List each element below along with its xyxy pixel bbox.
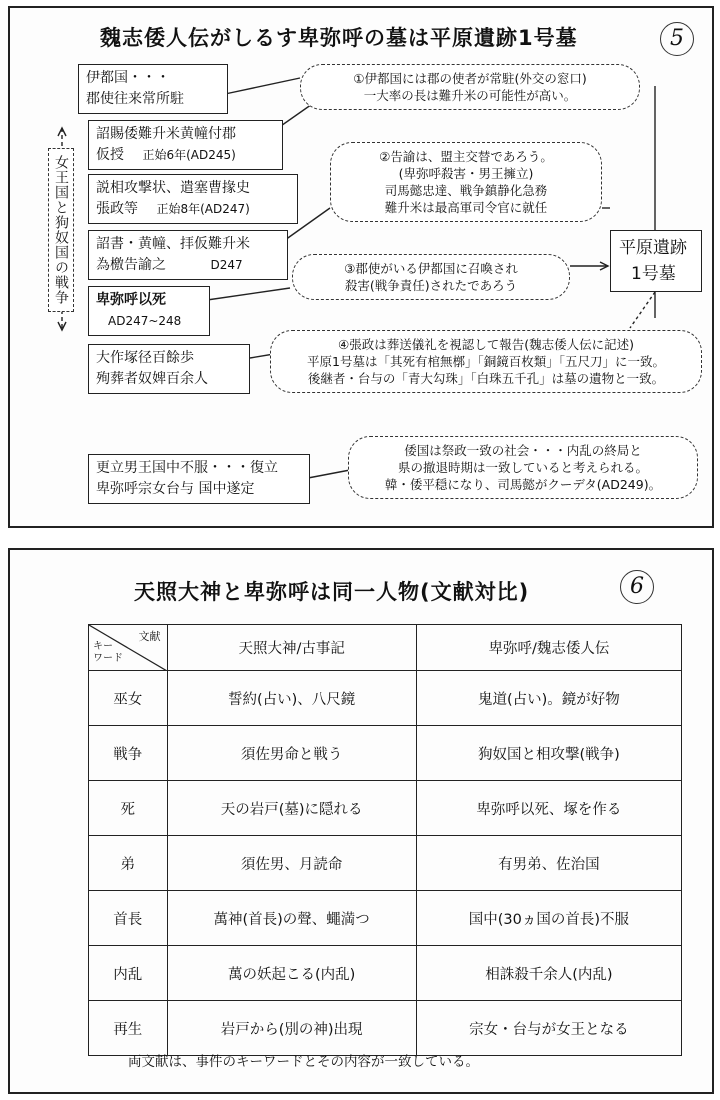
table-row bbox=[89, 891, 682, 946]
column-header: 天照大神/古事記 bbox=[167, 625, 416, 671]
note-bubble-2 bbox=[330, 142, 602, 222]
note-bubble-3 bbox=[292, 254, 570, 300]
cell-amaterasu: 誓約(占い)、八尺鏡 bbox=[167, 671, 416, 726]
event-line: 卑弥呼宗女台与 国中遂定 bbox=[96, 481, 255, 497]
target-line: 平原遺跡 bbox=[619, 238, 687, 258]
row-key: 巫女 bbox=[89, 671, 168, 726]
event-line: 詔賜倭難升米黄幢付郡 bbox=[96, 126, 236, 142]
cell-amaterasu: 萬神(首長)の聲、蠅満つ bbox=[167, 891, 416, 946]
event-line: 殉葬者奴婢百余人 bbox=[96, 371, 208, 387]
side-label-war: 女王国と狗奴国の戦争 bbox=[48, 148, 74, 312]
cell-himiko: 宗女・台与が女王となる bbox=[416, 1001, 681, 1056]
event-box-successor bbox=[88, 454, 310, 504]
row-key: 戦争 bbox=[89, 726, 168, 781]
note-line: 難升米は最高軍司令官に就任 bbox=[384, 200, 548, 215]
table-row bbox=[89, 781, 682, 836]
table-row bbox=[89, 836, 682, 891]
event-line: 仮授 bbox=[96, 147, 124, 163]
bottom-title: 天照大神と卑弥呼は同一人物(文献対比) bbox=[134, 580, 530, 604]
page-number-6: 6 bbox=[620, 570, 654, 604]
event-box-edict-245 bbox=[88, 120, 283, 170]
corner-cell bbox=[89, 625, 168, 671]
table-row bbox=[89, 671, 682, 726]
note-line: ①伊都国には郡の使者が常駐(外交の窓口) bbox=[353, 71, 587, 86]
slide-top bbox=[8, 6, 714, 528]
table-row bbox=[89, 946, 682, 1001]
cell-amaterasu: 萬の妖起こる(内乱) bbox=[167, 946, 416, 1001]
row-key: 首長 bbox=[89, 891, 168, 946]
note-line: 倭国は祭政一致の社会・・・内乱の終局と bbox=[404, 443, 642, 458]
target-line: 1号墓 bbox=[631, 264, 676, 284]
table-footnote: 両文献は、事件のキーワードとその内容が一致している。 bbox=[128, 1054, 479, 1070]
note-line: 韓・倭平穏になり、司馬懿がクーデタ(AD249)。 bbox=[384, 477, 662, 492]
event-box-himiko-death bbox=[88, 286, 210, 336]
corner-label-doc: 文献 bbox=[138, 630, 161, 643]
event-date: 正始6年(AD245) bbox=[142, 148, 236, 162]
row-key: 死 bbox=[89, 781, 168, 836]
comparison-table bbox=[88, 624, 682, 1056]
event-line: 詔書・黄幢、拝仮難升米 bbox=[96, 236, 250, 252]
event-line: 説相攻撃状、遣塞曹掾史 bbox=[96, 180, 250, 196]
note-line: 司馬懿忠達、戦争鎮静化急務 bbox=[384, 183, 548, 198]
note-line: 後継者・台与の「青大勾珠」「白珠五千孔」は墓の遺物と一致。 bbox=[307, 371, 665, 386]
note-line: 平原1号墓は「其死有棺無槨」「銅鏡百枚類」「五尺刀」に一致。 bbox=[307, 354, 665, 369]
table-row bbox=[89, 1001, 682, 1056]
table-header-row bbox=[89, 625, 682, 671]
row-key: 内乱 bbox=[89, 946, 168, 1001]
note-line: 一大率の長は難升米の可能性が高い。 bbox=[363, 88, 577, 103]
top-title: 魏志倭人伝がしるす卑弥呼の墓は平原遺跡1号墓 bbox=[100, 26, 578, 50]
cell-amaterasu: 天の岩戸(墓)に隠れる bbox=[167, 781, 416, 836]
cell-himiko: 狗奴国と相攻撃(戦争) bbox=[416, 726, 681, 781]
slide-bottom bbox=[8, 548, 714, 1094]
note-bubble-1 bbox=[300, 64, 640, 110]
event-box-envoy-247 bbox=[88, 174, 298, 224]
cell-himiko: 相誅殺千余人(内乱) bbox=[416, 946, 681, 1001]
page-number-5: 5 bbox=[660, 22, 694, 56]
event-line: 張政等 bbox=[96, 201, 138, 217]
note-line: (卑弥呼殺害・男王擁立) bbox=[398, 166, 534, 181]
event-date: D247 bbox=[210, 258, 243, 272]
cell-amaterasu: 須佐男、月読命 bbox=[167, 836, 416, 891]
event-date: AD247~248 bbox=[108, 314, 182, 328]
note-line: ③郡使がいる伊都国に召喚され bbox=[344, 261, 518, 276]
event-date: 正始8年(AD247) bbox=[156, 202, 250, 216]
note-line: ④張政は葬送儀礼を視認して報告(魏志倭人伝に記述) bbox=[338, 337, 634, 352]
corner-label-keyword: キー ワード bbox=[93, 641, 123, 664]
column-header: 卑弥呼/魏志倭人伝 bbox=[416, 625, 681, 671]
cell-himiko: 鬼道(占い)。鏡が好物 bbox=[416, 671, 681, 726]
note-bubble-4 bbox=[270, 330, 702, 393]
event-line: 郡使往来常所駐 bbox=[86, 91, 184, 107]
event-line: 更立男王国中不服・・・復立 bbox=[96, 460, 278, 476]
row-key: 弟 bbox=[89, 836, 168, 891]
note-line: 殺害(戦争責任)されたであろう bbox=[344, 278, 518, 293]
event-box-burial bbox=[88, 344, 250, 394]
event-box-edict-247 bbox=[88, 230, 288, 280]
event-line: 為檄告諭之 bbox=[96, 257, 166, 273]
event-line: 大作塚径百餘歩 bbox=[96, 350, 194, 366]
cell-himiko: 国中(30ヵ国の首長)不服 bbox=[416, 891, 681, 946]
note-bubble-5 bbox=[348, 436, 698, 499]
row-key: 再生 bbox=[89, 1001, 168, 1056]
event-box-itokoku bbox=[78, 64, 228, 114]
cell-himiko: 有男弟、佐治国 bbox=[416, 836, 681, 891]
note-line: ②告諭は、盟主交替であろう。 bbox=[379, 149, 553, 164]
cell-amaterasu: 岩戸から(別の神)出現 bbox=[167, 1001, 416, 1056]
table-row bbox=[89, 726, 682, 781]
event-line: 卑弥呼以死 bbox=[96, 292, 166, 308]
cell-himiko: 卑弥呼以死、塚を作る bbox=[416, 781, 681, 836]
target-box-hirabaru-tomb bbox=[610, 230, 702, 292]
event-line: 伊都国・・・ bbox=[86, 70, 170, 86]
note-line: 県の撤退時期は一致していると考えられる。 bbox=[397, 460, 648, 475]
cell-amaterasu: 須佐男命と戦う bbox=[167, 726, 416, 781]
